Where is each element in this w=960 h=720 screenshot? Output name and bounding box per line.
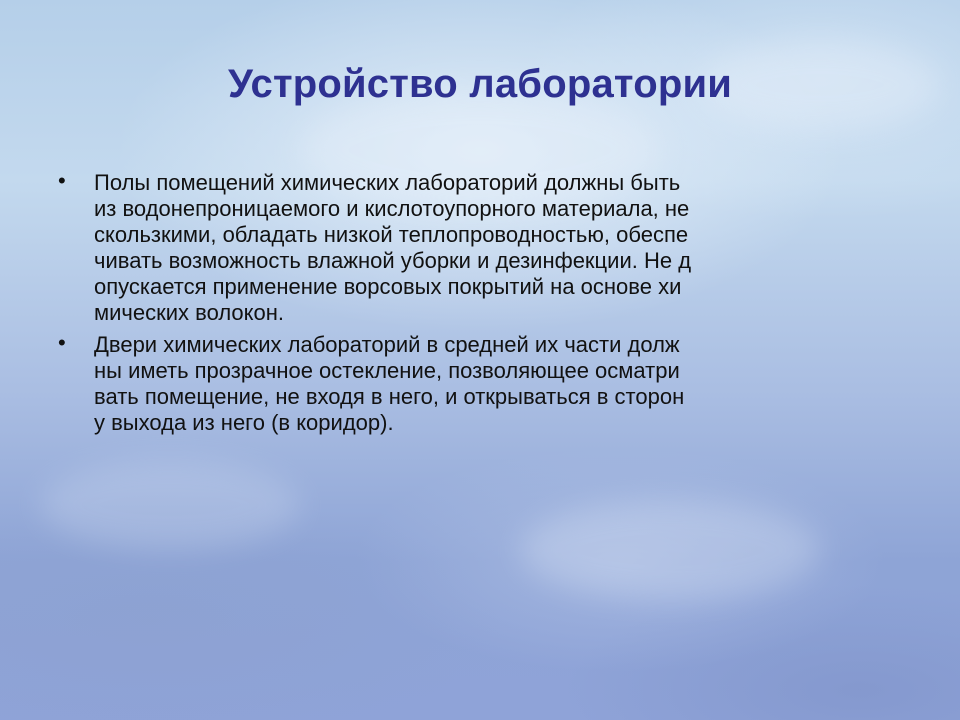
bullet-item-floors [58, 170, 848, 326]
bullet-line: вать помещение, не входя в него, и открываться в сторон [94, 384, 685, 409]
bullet-line: ны иметь прозрачное остекление, позволяющее осматри [94, 358, 680, 383]
cloud-decoration [520, 500, 820, 600]
bullet-marker: • [58, 168, 66, 193]
bullet-marker: • [58, 330, 66, 355]
bullet-line: скользкими, обладать низкой теплопроводностью, обеспе [94, 222, 689, 247]
bullet-line: Двери химических лабораторий в средней их части долж [94, 332, 680, 357]
cloud-decoration [40, 460, 300, 550]
bullet-line: Полы помещений химических лабораторий должны быть [94, 170, 681, 195]
bullet-list [58, 170, 848, 442]
bullet-line: мических волокон. [94, 300, 285, 325]
bullet-line: у выхода из него (в коридор). [94, 410, 394, 435]
bullet-line: чивать возможность влажной уборки и дезинфекции. Не д [94, 248, 692, 273]
bullet-line: из водонепроницаемого и кислотоупорного материала, не [94, 196, 690, 221]
bullet-item-doors [58, 332, 848, 436]
slide-title: Устройство лаборатории [227, 62, 733, 106]
bullet-line: опускается применение ворсовых покрытий на основе хи [94, 274, 682, 299]
